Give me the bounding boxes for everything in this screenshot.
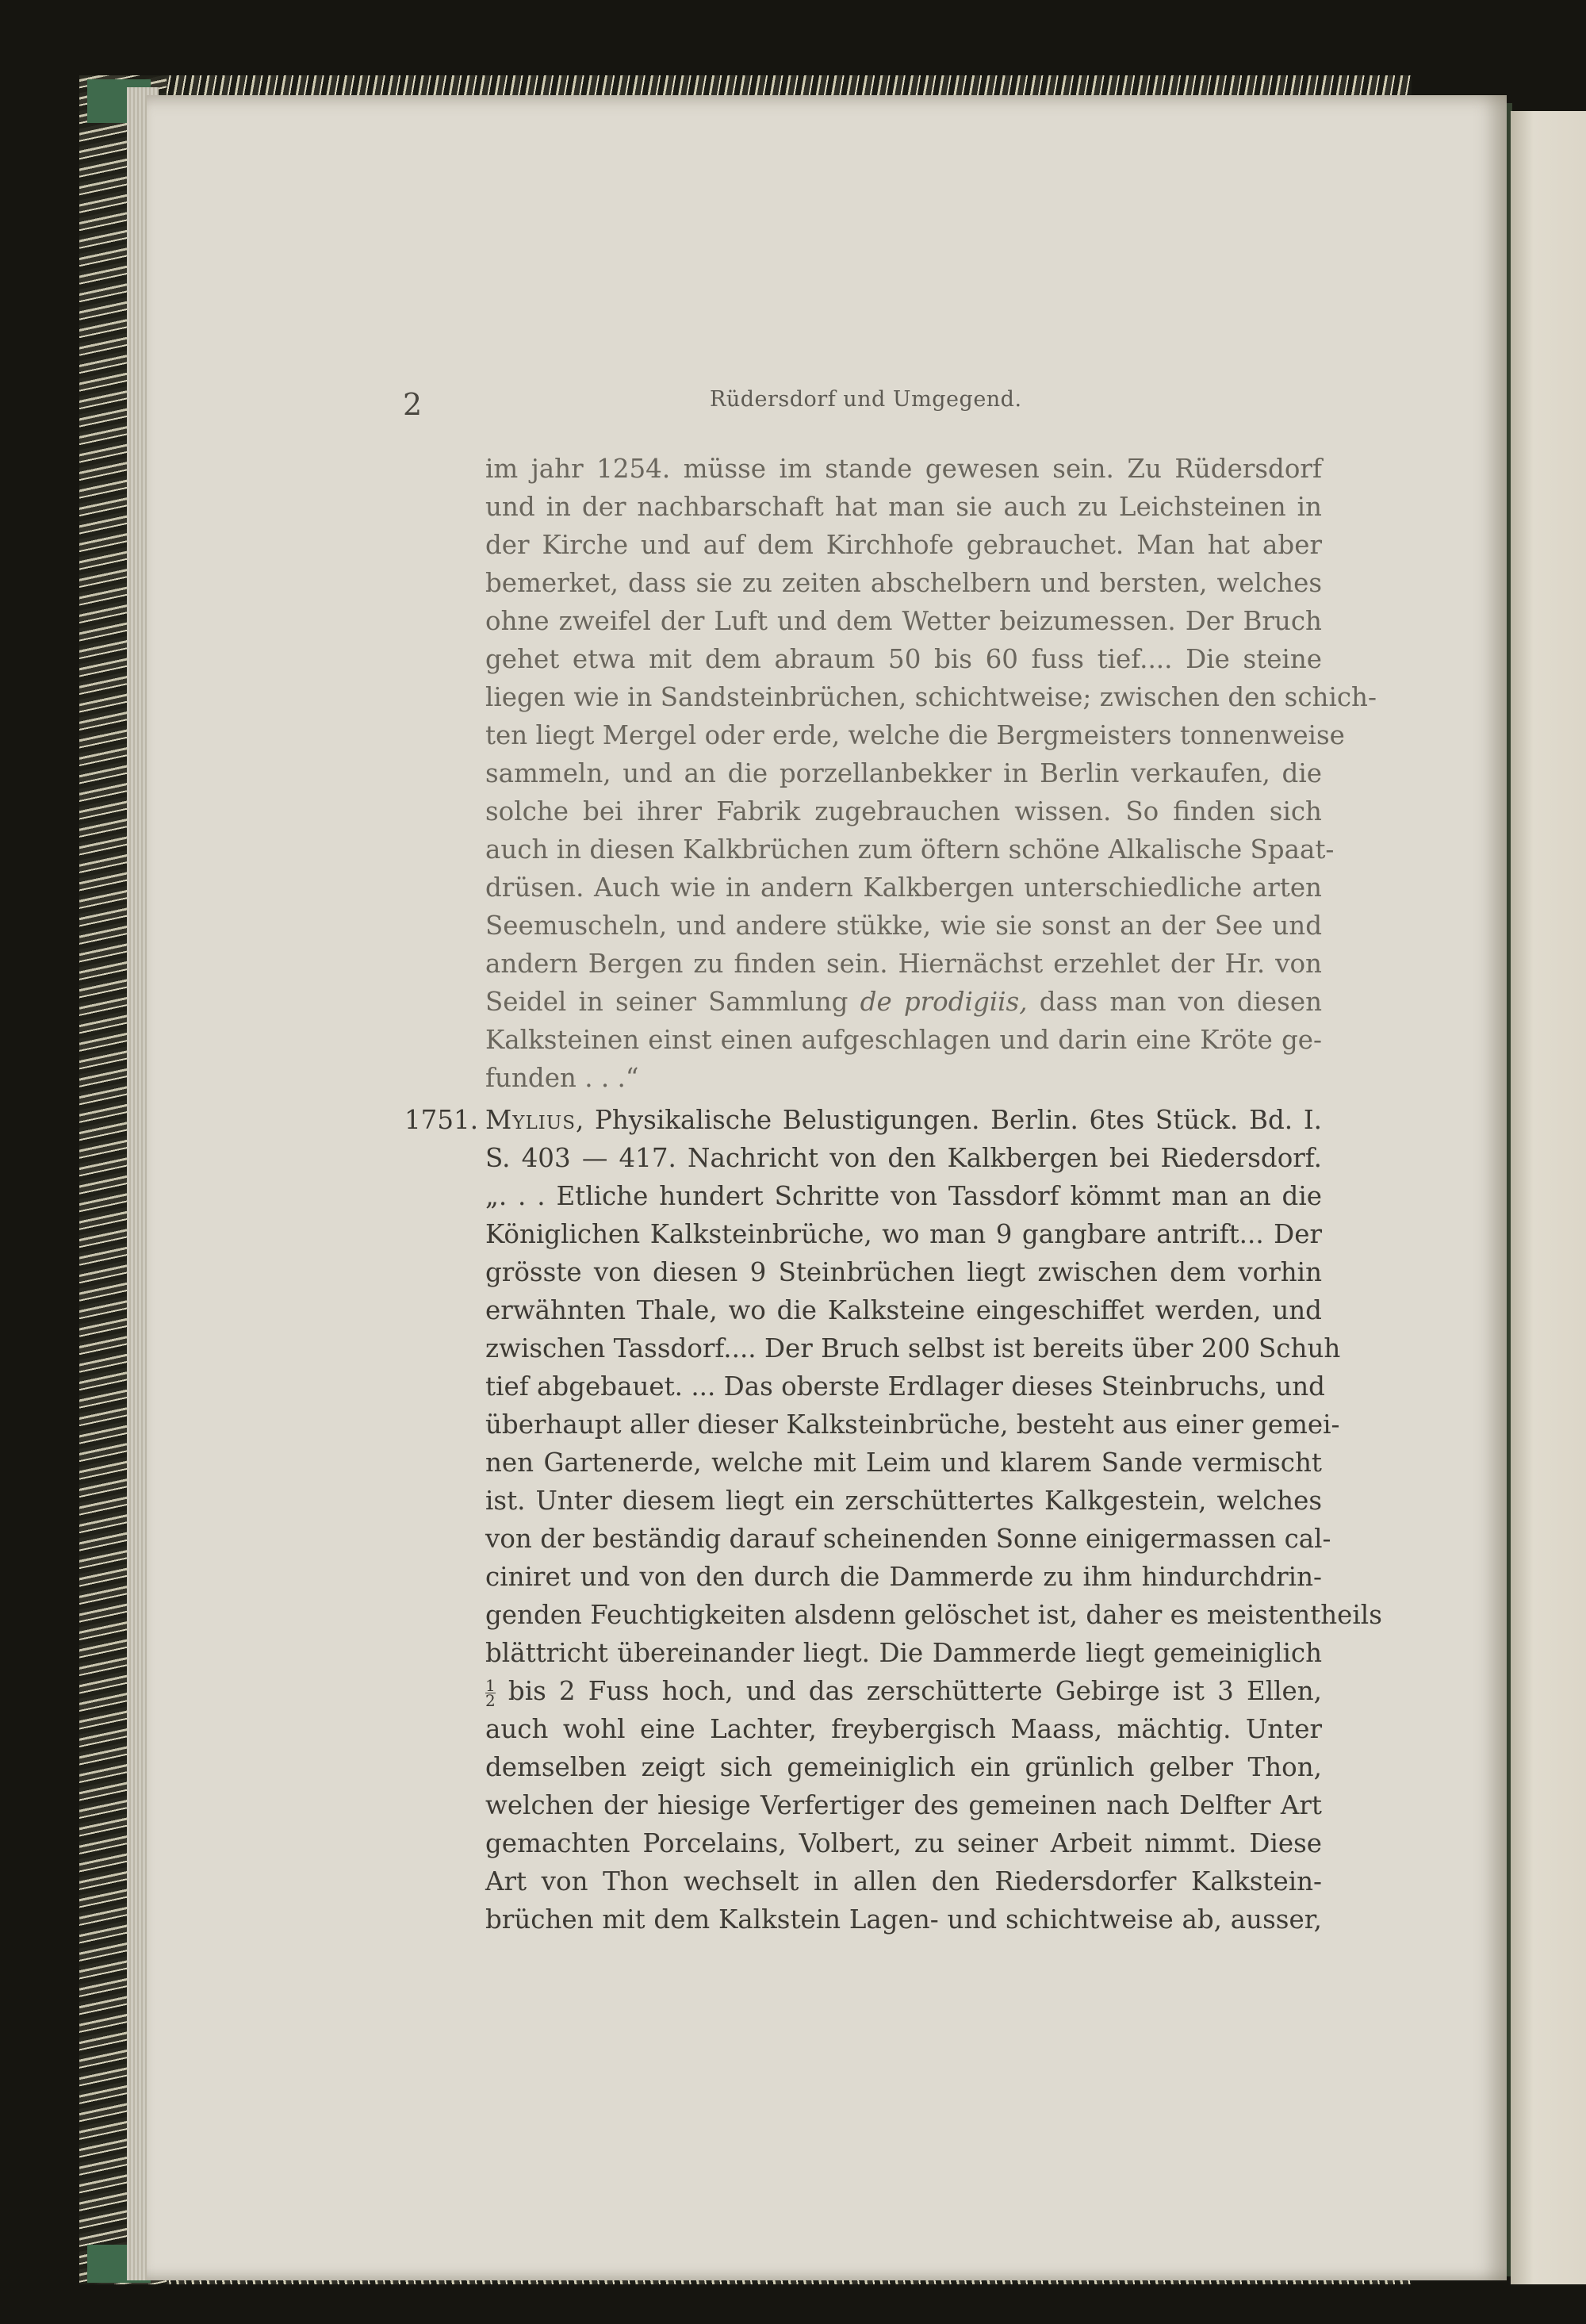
text-line: solche bei ihrer Fabrik zugebrauchen wissen. So finden sich [485, 796, 1322, 826]
text-line [485, 983, 1322, 1021]
text-line: Seemuscheln, und andere stükke, wie sie sonst an der See und [485, 911, 1322, 941]
page-number: 2 [403, 387, 423, 422]
text-line: und in der nachbarschaft hat man sie auch zu Leichsteinen in [485, 492, 1322, 522]
text-line: auch wohl eine Lachter, freybergisch Maass, mächtig. Unter [485, 1714, 1322, 1744]
text-span: , Physikalische Belustigungen. Berlin. 6tes Stück. Bd. I. [575, 1105, 1322, 1135]
text-line: bemerket, dass sie zu zeiten abschelbern und bersten, welches [485, 568, 1322, 598]
fraction-numerator: 1 [485, 1676, 496, 1695]
text-span: Seidel in seiner Sammlung [485, 987, 860, 1017]
text-line: ist. Unter diesem liegt ein zerschüttertes Kalkgestein, welches [485, 1486, 1322, 1516]
text-line: ciniret und von den durch die Dammerde zu ihm hindurchdrin- [485, 1562, 1322, 1592]
text-line: im jahr 1254. müsse im stande gewesen sein. Zu Rüdersdorf [485, 454, 1322, 484]
text-line: der Kirche und auf dem Kirchhofe gebrauchet. Man hat aber [485, 530, 1322, 560]
text-line: gemachten Porcelains, Volbert, zu seiner Arbeit nimmt. Diese [485, 1828, 1322, 1858]
text-line: von der beständig darauf scheinenden Sonne einigermassen cal- [485, 1524, 1331, 1554]
text-span: dass man von diesen [1027, 987, 1323, 1017]
text-line: erwähnten Thale, wo die Kalksteine eingeschiffet werden, und [485, 1295, 1322, 1325]
text-line: liegen wie in Sandsteinbrüchen, schichtweise; zwischen den schich- [485, 682, 1377, 712]
text-line: grösste von diesen 9 Steinbrüchen liegt zwischen dem vorhin [485, 1257, 1322, 1287]
text-line: gehet etwa mit dem abraum 50 bis 60 fuss tief.... Die steine [485, 644, 1322, 674]
entry-year: 1751. [404, 1105, 479, 1135]
text-line: funden . . .“ [485, 1063, 639, 1093]
text-line: blättricht übereinander liegt. Die Dammerde liegt gemeiniglich [485, 1638, 1322, 1668]
text-line: drüsen. Auch wie in andern Kalkbergen unterschiedliche arten [485, 872, 1322, 903]
text-line: brüchen mit dem Kalkstein Lagen- und schichtweise ab, ausser, [485, 1904, 1322, 1935]
text-line: „. . . Etliche hundert Schritte von Tassdorf kömmt man an die [485, 1181, 1322, 1211]
facing-page-edge [1511, 111, 1586, 2284]
text-line: andern Bergen zu finden sein. Hiernächst erzehlet der Hr. von [485, 949, 1322, 979]
text-line: Königlichen Kalksteinbrüche, wo man 9 gangbare antrift... Der [485, 1219, 1322, 1249]
text-line: demselben zeigt sich gemeiniglich ein grünlich gelber Thon, [485, 1752, 1322, 1782]
italic-title: de prodigiis, [860, 987, 1028, 1017]
text-span: bis 2 Fuss hoch, und das zerschütterte Gebirge ist 3 Ellen, [495, 1676, 1322, 1706]
text-line: sammeln, und an die porzellanbekker in Berlin verkaufen, die [485, 758, 1322, 788]
text-line [485, 1672, 1322, 1710]
running-head-title: Rüdersdorf und Umgegend. [710, 387, 1022, 412]
text-line: welchen der hiesige Verfertiger des gemeinen nach Delfter Art [485, 1790, 1322, 1820]
entry-author: Mylius [485, 1105, 576, 1135]
fraction [485, 1678, 496, 1708]
text-line [485, 1101, 1322, 1139]
text-line: auch in diesen Kalkbrüchen zum öftern schöne Alkalische Spaat- [485, 834, 1335, 865]
fraction-denominator: 2 [485, 1691, 496, 1710]
text-line: ten liegt Mergel oder erde, welche die Bergmeisters tonnenweise [485, 720, 1345, 750]
text-line: zwischen Tassdorf.... Der Bruch selbst ist bereits über 200 Schuh [485, 1333, 1341, 1363]
text-line: nen Gartenerde, welche mit Leim und klarem Sande vermischt [485, 1448, 1322, 1478]
text-line: Art von Thon wechselt in allen den Riedersdorfer Kalkstein- [485, 1866, 1322, 1896]
text-line: Kalksteinen einst einen aufgeschlagen und darin eine Kröte ge- [485, 1025, 1322, 1055]
text-line: tief abgebauet. ... Das oberste Erdlager dieses Steinbruchs, und [485, 1371, 1325, 1402]
text-line: überhaupt aller dieser Kalksteinbrüche, besteht aus einer gemei- [485, 1409, 1340, 1440]
text-line: S. 403 — 417. Nachricht von den Kalkbergen bei Riedersdorf. [485, 1143, 1322, 1173]
text-line: ohne zweifel der Luft und dem Wetter beizumessen. Der Bruch [485, 606, 1322, 636]
text-line: genden Feuchtigkeiten alsdenn gelöschet ist, daher es meistentheils [485, 1600, 1382, 1630]
